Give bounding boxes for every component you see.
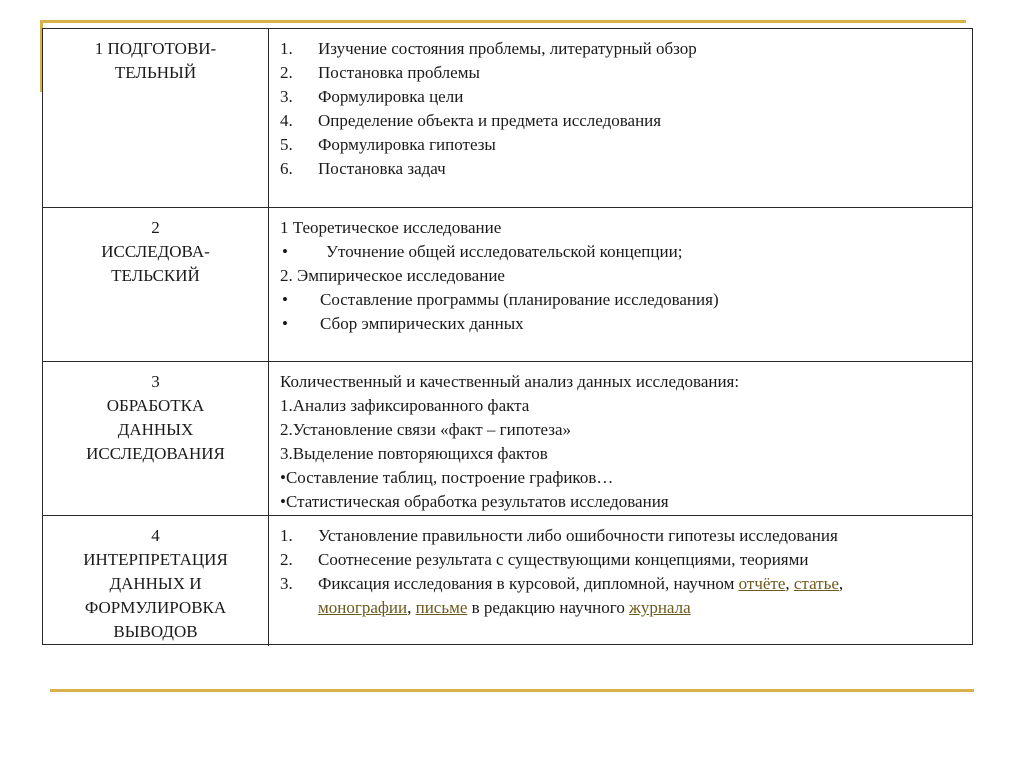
list-item: 3.Выделение повторяющихся фактов — [280, 444, 548, 463]
table-row — [43, 516, 972, 646]
list-marker: 3. — [280, 87, 293, 106]
list-text: Фиксация исследования в курсовой, дипломной, научном — [318, 574, 735, 593]
list-item — [280, 133, 972, 157]
list-item — [280, 37, 972, 61]
list-text: Сбор эмпирических данных — [320, 314, 524, 333]
research-stages-table — [42, 28, 973, 645]
list-marker: 2. — [280, 550, 293, 569]
stage-title-line: 3 — [151, 372, 160, 391]
stage-title — [43, 516, 269, 646]
list-item — [280, 312, 972, 336]
stage-title-line: ИССЛЕДОВАНИЯ — [86, 444, 225, 463]
list-text: Постановка задач — [318, 159, 446, 178]
list-item — [280, 85, 972, 109]
list-marker: 3. — [280, 574, 293, 593]
stage-title — [43, 362, 269, 515]
link-otchete[interactable]: отчёте — [738, 574, 786, 593]
stage-title-line: ИНТЕРПРЕТАЦИЯ — [83, 550, 228, 569]
list-marker: 5. — [280, 135, 293, 154]
list-text: в редакцию научного — [467, 598, 630, 617]
stage-title-line: ДАННЫХ И — [109, 574, 202, 593]
stage-title — [43, 208, 269, 361]
list-indent — [280, 596, 318, 620]
table-row — [43, 362, 972, 516]
stage-title-line: ТЕЛЬНЫЙ — [114, 63, 197, 82]
list-heading: 2. Эмпирическое исследование — [280, 266, 505, 285]
punctuation: , — [407, 598, 412, 617]
list-marker: 1. — [280, 526, 293, 545]
stage-title-line: ОБРАБОТКА — [106, 396, 205, 415]
bullet-marker: • — [282, 314, 288, 333]
stage-title — [43, 29, 269, 207]
list-item — [280, 288, 972, 312]
list-text: Постановка проблемы — [318, 63, 480, 82]
list-text: Составление программы (планирование исследования) — [320, 290, 719, 309]
stage-title-line: ФОРМУЛИРОВКА — [84, 598, 227, 617]
table-row — [43, 29, 972, 208]
stage-title-line: 1 ПОДГОТОВИ- — [94, 39, 217, 58]
list-item — [280, 524, 972, 548]
stage-content — [270, 29, 972, 207]
top-rule — [40, 20, 966, 23]
list-text: Уточнение общей исследовательской концепции; — [326, 242, 683, 261]
list-item — [280, 61, 972, 85]
list-item — [280, 109, 972, 133]
stage-title-line: 2 — [151, 218, 160, 237]
list-item: •Составление таблиц, построение графиков… — [280, 468, 614, 487]
list-item: 2.Установление связи «факт – гипотеза» — [280, 420, 572, 439]
list-item — [280, 157, 972, 181]
list-heading: 1 Теоретическое исследование — [280, 218, 502, 237]
list-text: Соотнесение результата с существующими концепциями, теориями — [318, 550, 809, 569]
bullet-marker: • — [282, 290, 288, 309]
list-item: •Статистическая обработка результатов исследования — [280, 492, 669, 511]
list-text: Формулировка цели — [318, 87, 464, 106]
list-item: 1.Анализ зафиксированного факта — [280, 396, 530, 415]
list-item — [280, 240, 972, 264]
list-marker: 2. — [280, 63, 293, 82]
stage-content — [270, 208, 972, 361]
list-item — [280, 572, 972, 596]
link-pisme[interactable]: письме — [415, 598, 468, 617]
stage-content — [270, 516, 972, 646]
list-text: Формулировка гипотезы — [318, 135, 496, 154]
bullet-marker: • — [282, 242, 288, 261]
stage-title-line: 4 — [151, 526, 160, 545]
list-text: Определение объекта и предмета исследования — [318, 111, 662, 130]
list-marker: 6. — [280, 159, 293, 178]
list-item-continuation — [280, 596, 972, 620]
list-marker: 1. — [280, 39, 293, 58]
list-text: Установление правильности либо ошибочности гипотезы исследования — [318, 526, 838, 545]
list-text: Изучение состояния проблемы, литературный обзор — [318, 39, 697, 58]
list-heading: Количественный и качественный анализ данных исследования: — [280, 372, 740, 391]
bottom-rule — [50, 689, 974, 692]
stage-title-line: ТЕЛЬСКИЙ — [111, 266, 200, 285]
link-statye[interactable]: статье — [793, 574, 839, 593]
table-row — [43, 208, 972, 362]
list-item — [280, 548, 972, 572]
punctuation: , — [838, 574, 844, 593]
stage-content — [270, 362, 972, 515]
link-zhurnala[interactable]: журнала — [629, 598, 691, 617]
stage-title-line: ИССЛЕДОВА- — [101, 242, 210, 261]
punctuation: , — [785, 574, 790, 593]
list-marker: 4. — [280, 111, 293, 130]
stage-title-line: ДАННЫХ — [117, 420, 194, 439]
stage-title-line: ВЫВОДОВ — [113, 622, 198, 641]
link-monografii[interactable]: монографии — [318, 598, 408, 617]
